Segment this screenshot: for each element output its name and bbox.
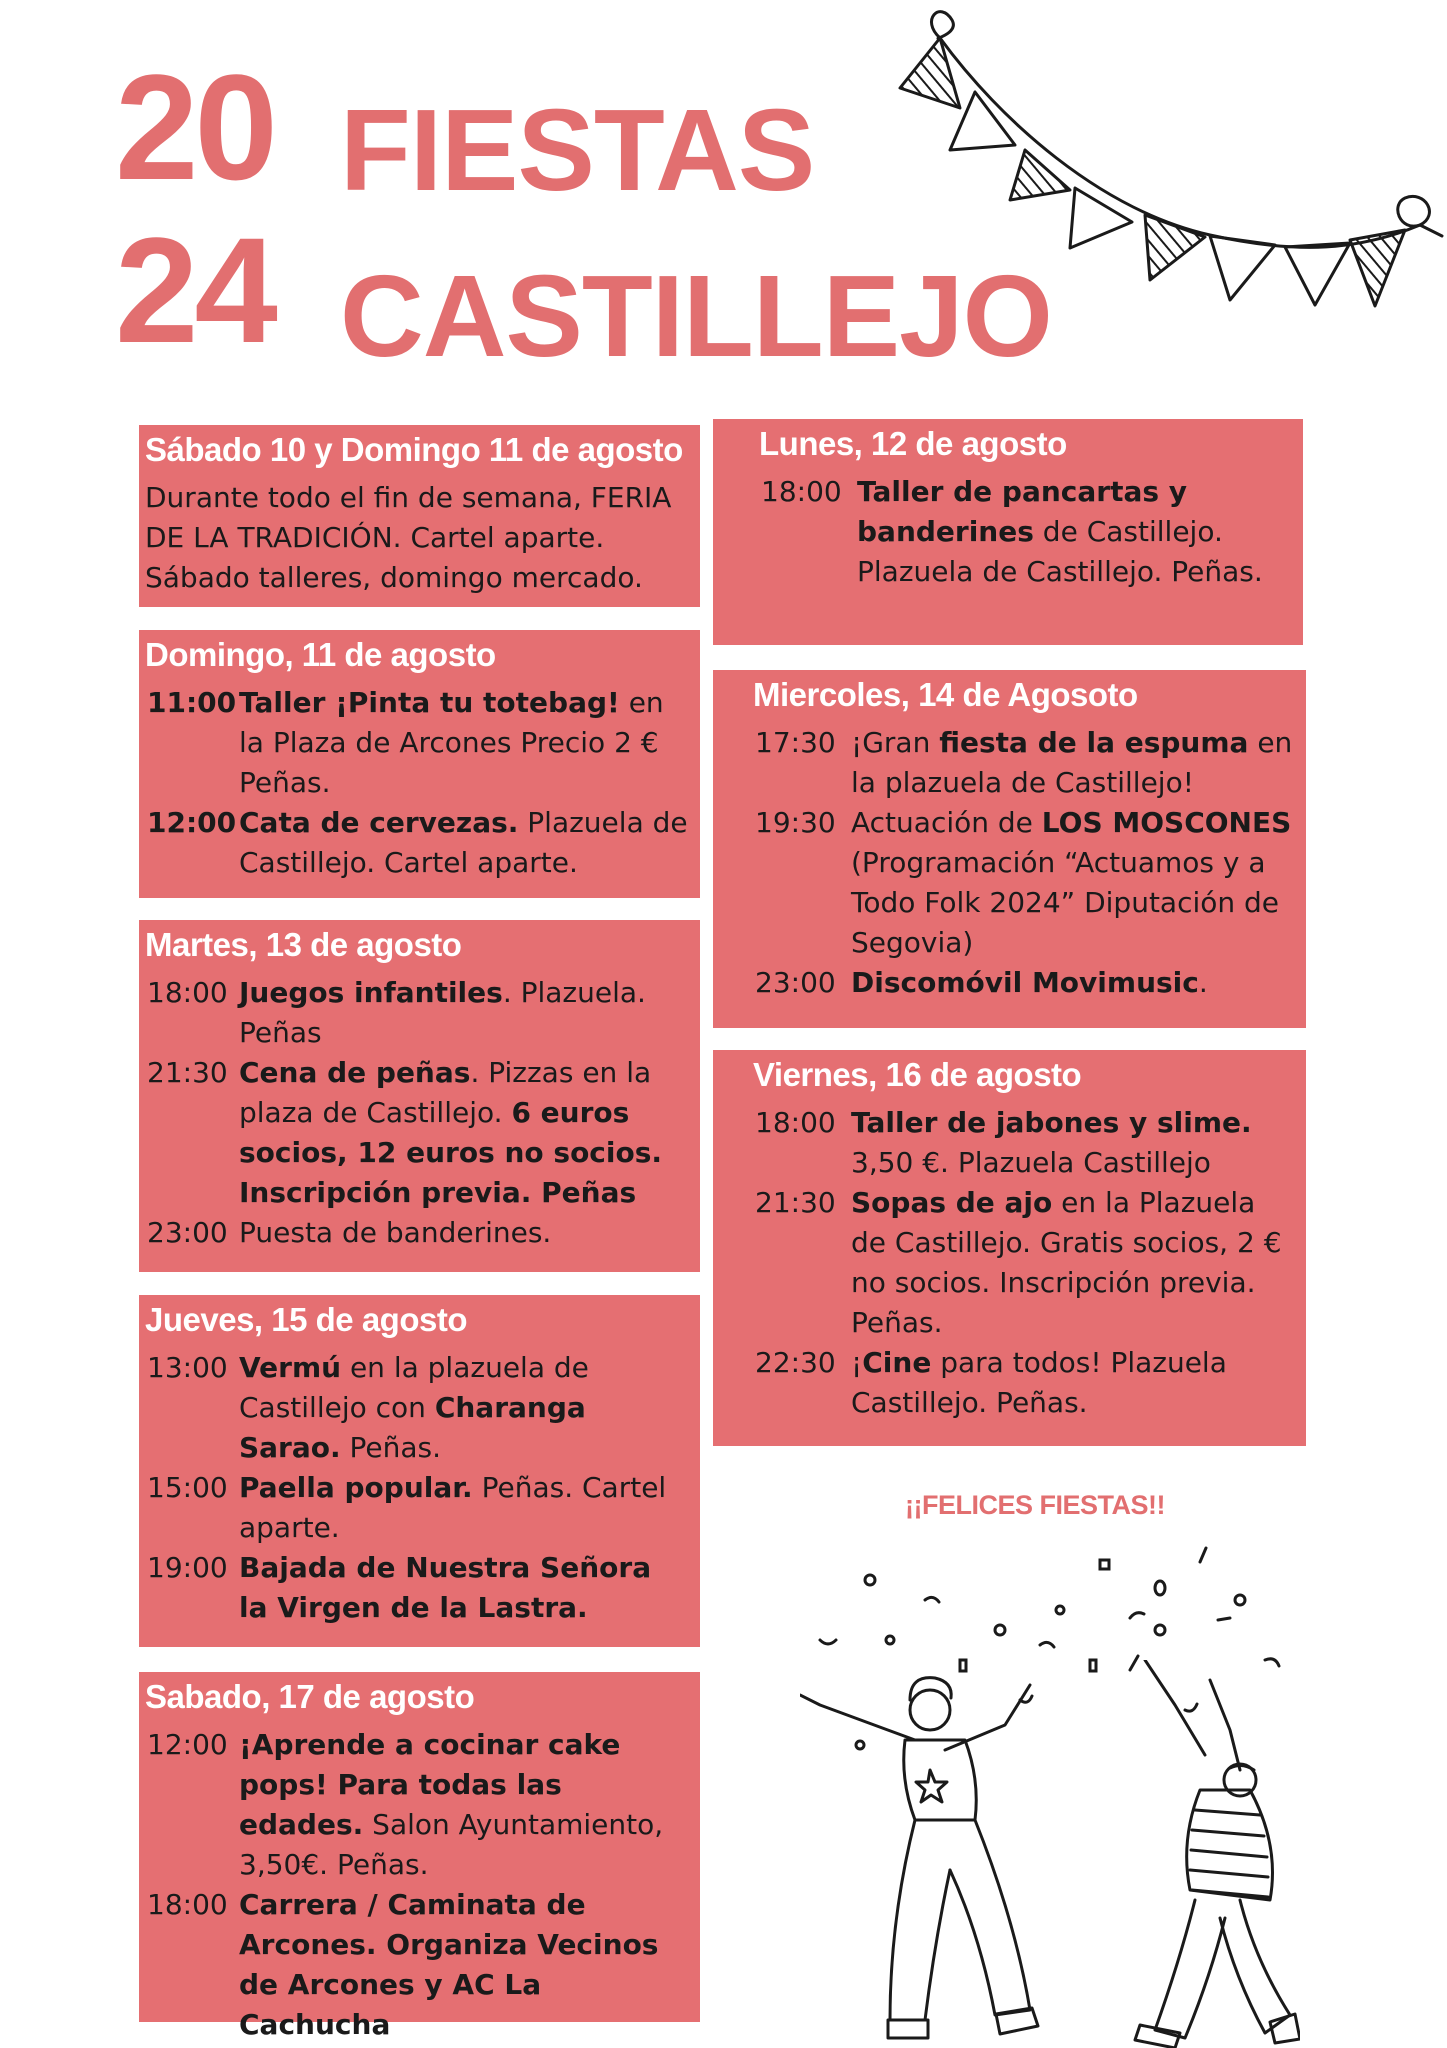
event-time: 12:00 xyxy=(147,805,237,839)
event-title: Bajada de Nuestra Señora la Virgen de la Lastra. xyxy=(239,1550,652,1624)
event-title: fiesta de la espuma xyxy=(939,725,1249,759)
event-title: Cena de peñas xyxy=(239,1055,471,1089)
event-detail-pre: ¡ xyxy=(851,1345,863,1379)
event-box-fri16 xyxy=(713,1050,1306,1446)
event-row xyxy=(145,1725,688,1885)
event-title: Sopas de ajo xyxy=(851,1185,1053,1219)
event-row xyxy=(145,1885,688,2045)
event-time: 18:00 xyxy=(147,975,228,1009)
box-heading: Sábado 10 y Domingo 11 de agosto xyxy=(145,431,683,468)
feria-line: Sábado talleres, domingo mercado. xyxy=(145,560,643,594)
event-time: 18:00 xyxy=(761,474,842,508)
box-heading: Martes, 13 de agosto xyxy=(145,926,462,963)
event-detail: en la plazuela de Castillejo con xyxy=(239,1350,589,1424)
event-row xyxy=(145,1548,688,1628)
event-row xyxy=(753,963,1294,1003)
event-detail: de Castillejo. Plazuela de Castillejo. Peñas. xyxy=(857,514,1263,588)
event-row xyxy=(753,1103,1294,1183)
event-detail: (Programación “Actuamos y a Todo Folk 2024” Diputación de Segovia) xyxy=(851,845,1280,959)
event-title: LOS MOSCONES xyxy=(1041,805,1292,839)
event-time: 13:00 xyxy=(147,1350,228,1384)
event-detail: en la Plazuela de Castillejo. Gratis socios, 2 € no socios. Inscripción previa. Peñas. xyxy=(851,1185,1282,1339)
title-year-bottom: 24 xyxy=(115,206,274,374)
event-title: ¡Aprende a cocinar cake pops! Para todas las edades. xyxy=(239,1727,621,1841)
felices-fiestas-text: ¡¡FELICES FIESTAS!! xyxy=(905,1490,1165,1520)
event-detail: Peñas. Cartel aparte. xyxy=(239,1470,667,1544)
event-box-sat10-sun11 xyxy=(139,425,700,607)
event-box-mon12 xyxy=(713,419,1303,645)
event-time: 18:00 xyxy=(147,1887,228,1921)
event-row xyxy=(145,973,688,1053)
event-detail: . Plazuela. Peñas xyxy=(239,975,646,1049)
event-box-sat17 xyxy=(139,1672,700,2041)
event-title-extra: Charanga Sarao. xyxy=(239,1390,586,1464)
event-row xyxy=(145,1348,688,1468)
event-row xyxy=(753,803,1294,963)
event-title: Cine xyxy=(862,1345,932,1379)
bunting-illustration xyxy=(880,0,1447,330)
event-time: 12:00 xyxy=(147,1727,228,1761)
event-time: 19:00 xyxy=(147,1550,228,1584)
box-heading: Jueves, 15 de agosto xyxy=(145,1301,467,1338)
event-time: 23:00 xyxy=(147,1215,228,1249)
event-title: Vermú xyxy=(239,1350,342,1384)
event-detail-pre: Actuación de xyxy=(851,805,1042,839)
event-title: Cata de cervezas. xyxy=(239,805,519,839)
event-detail: para todos! Plazuela Castillejo. Peñas. xyxy=(851,1345,1227,1419)
event-detail: . xyxy=(1198,965,1208,999)
title-fiestas: FIESTAS xyxy=(340,85,815,215)
event-time: 21:30 xyxy=(755,1185,836,1219)
box-heading: Miercoles, 14 de Agosoto xyxy=(753,676,1138,713)
event-detail: Puesta de banderines. xyxy=(239,1215,552,1249)
event-row xyxy=(145,1053,688,1213)
event-row xyxy=(145,683,688,803)
event-time: 11:00 xyxy=(147,685,237,719)
event-title: Discomóvil Movimusic xyxy=(851,965,1199,999)
event-time: 22:30 xyxy=(755,1345,836,1379)
event-row xyxy=(145,1468,688,1548)
event-title: Paella popular. xyxy=(239,1470,473,1504)
event-detail-extra: Peñas. xyxy=(340,1430,442,1464)
dancing-people-illustration xyxy=(800,1660,1300,2048)
event-detail: Salon Ayuntamiento, 3,50€. Peñas. xyxy=(239,1807,664,1881)
box-heading: Viernes, 16 de agosto xyxy=(753,1056,1082,1093)
event-row xyxy=(145,803,688,883)
feria-line: DE LA TRADICIÓN. Cartel aparte. xyxy=(145,520,605,554)
title-year-top: 20 xyxy=(115,43,274,211)
box-heading: Lunes, 12 de agosto xyxy=(759,425,1067,462)
feria-line: Durante todo el fin de semana, FERIA xyxy=(145,480,672,514)
event-time: 15:00 xyxy=(147,1470,228,1504)
event-box-thu15 xyxy=(139,1295,700,1647)
event-detail: en la plazuela de Castillejo! xyxy=(851,725,1293,799)
event-row xyxy=(759,472,1291,592)
event-time: 17:30 xyxy=(755,725,836,759)
event-detail: Plazuela de Castillejo. Cartel aparte. xyxy=(239,805,688,879)
box-heading: Sabado, 17 de agosto xyxy=(145,1678,475,1715)
event-time: 18:00 xyxy=(755,1105,836,1139)
event-title-extra: 6 euros socios, 12 euros no socios. Inscripción previa. Peñas xyxy=(239,1095,663,1209)
event-detail-pre: ¡Gran xyxy=(851,725,940,759)
event-row xyxy=(753,1343,1294,1423)
event-title: Carrera / Caminata de Arcones. Organiza Vecinos de Arcones y AC La Cachucha xyxy=(239,1887,659,2041)
event-time: 23:00 xyxy=(755,965,836,999)
event-box-sun11 xyxy=(139,630,700,898)
event-row xyxy=(753,723,1294,803)
event-time: 21:30 xyxy=(147,1055,228,1089)
event-time: 19:30 xyxy=(755,805,836,839)
event-title: Taller de jabones y slime. xyxy=(851,1105,1252,1139)
event-row xyxy=(753,1183,1294,1343)
event-title: Juegos infantiles xyxy=(239,975,503,1009)
event-box-wed14 xyxy=(713,670,1306,1028)
box-heading: Domingo, 11 de agosto xyxy=(145,636,496,673)
event-box-tue13 xyxy=(139,920,700,1272)
title-castillejo: CASTILLEJO xyxy=(340,251,1052,381)
event-title: Taller de pancartas y banderines xyxy=(857,474,1188,548)
event-detail: en la Plaza de Arcones Precio 2 € Peñas. xyxy=(239,685,664,799)
event-row xyxy=(145,1213,688,1253)
event-detail: . Pizzas en la plaza de Castillejo. xyxy=(239,1055,652,1129)
event-title: Taller ¡Pinta tu totebag! xyxy=(239,685,620,719)
event-detail: 3,50 €. Plazuela Castillejo xyxy=(851,1145,1211,1179)
